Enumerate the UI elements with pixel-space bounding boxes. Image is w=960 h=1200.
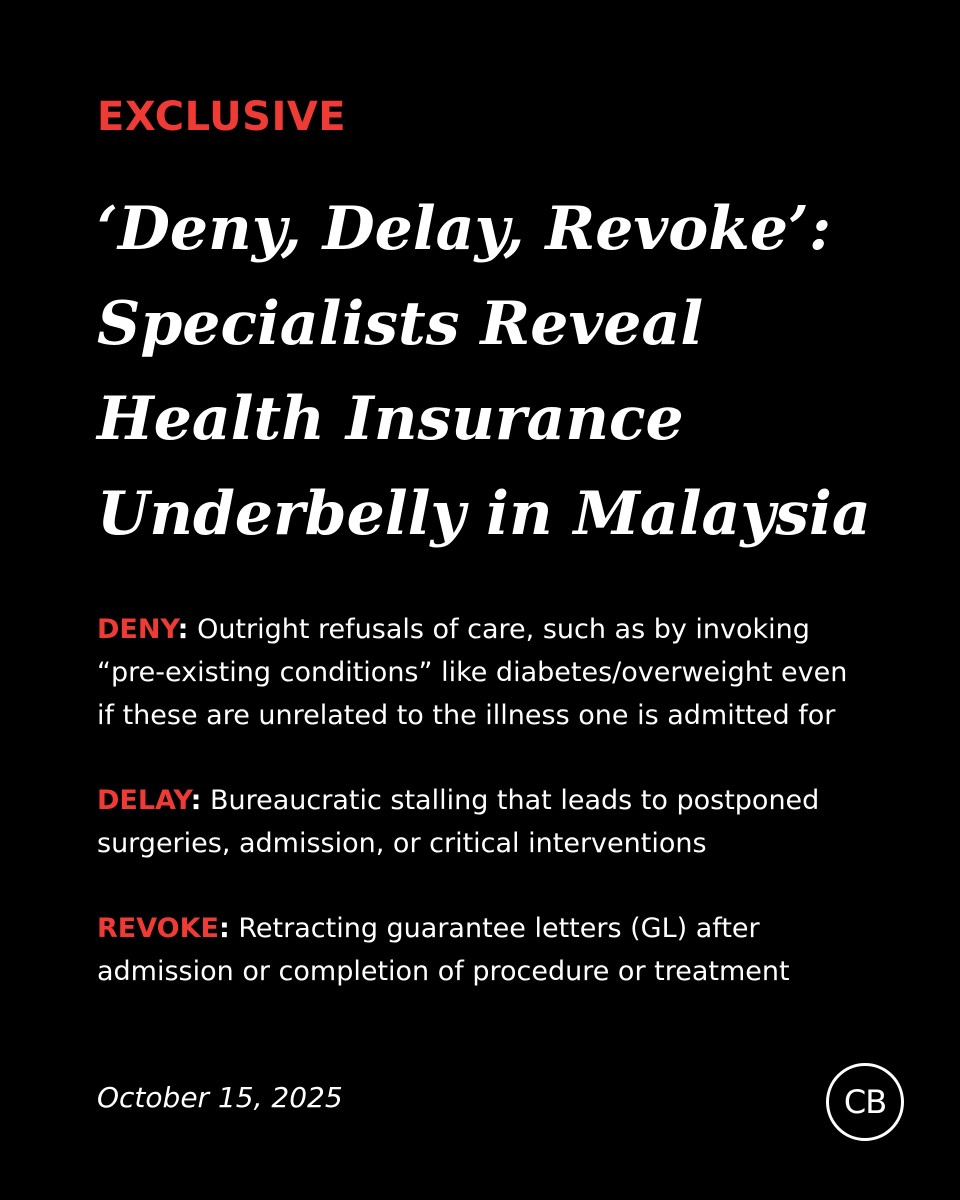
definition-term: DELAY [97,785,191,816]
definition-colon: : [218,913,230,944]
definition-revoke [97,907,897,993]
definition-line: “pre-existing conditions” like diabetes/overweight even [97,657,848,688]
definition-delay [97,779,897,865]
definition-text: Retracting guarantee letters (GL) after [229,913,760,944]
definition-line [97,779,897,822]
logo-text: CB [843,1083,887,1121]
definition-line: surgeries, admission, or critical interventions [97,828,707,859]
definition-line [97,907,897,950]
cb-logo [826,1063,904,1141]
exclusive-label: EXCLUSIVE [97,94,347,140]
definition-line [97,608,897,651]
headline-line: Health Insurance [97,384,684,454]
definition-term: DENY [97,614,178,645]
publish-date: October 15, 2025 [97,1081,343,1114]
definition-deny [97,608,897,737]
definition-line: admission or completion of procedure or treatment [97,956,790,987]
headline-line: Underbelly in Malaysia [97,479,871,549]
definition-colon: : [190,785,202,816]
definitions-list [97,608,897,1035]
headline-line: ‘Deny, Delay, Revoke’: [97,194,832,264]
definition-term: REVOKE [97,913,219,944]
headline-line: Specialists Reveal [97,289,704,359]
definition-text: Outright refusals of care, such as by invoking [188,614,810,645]
definition-line: if these are unrelated to the illness one is admitted for [97,700,836,731]
definition-colon: : [177,614,189,645]
definition-text: Bureaucratic stalling that leads to postponed [201,785,820,816]
headline [97,182,917,562]
